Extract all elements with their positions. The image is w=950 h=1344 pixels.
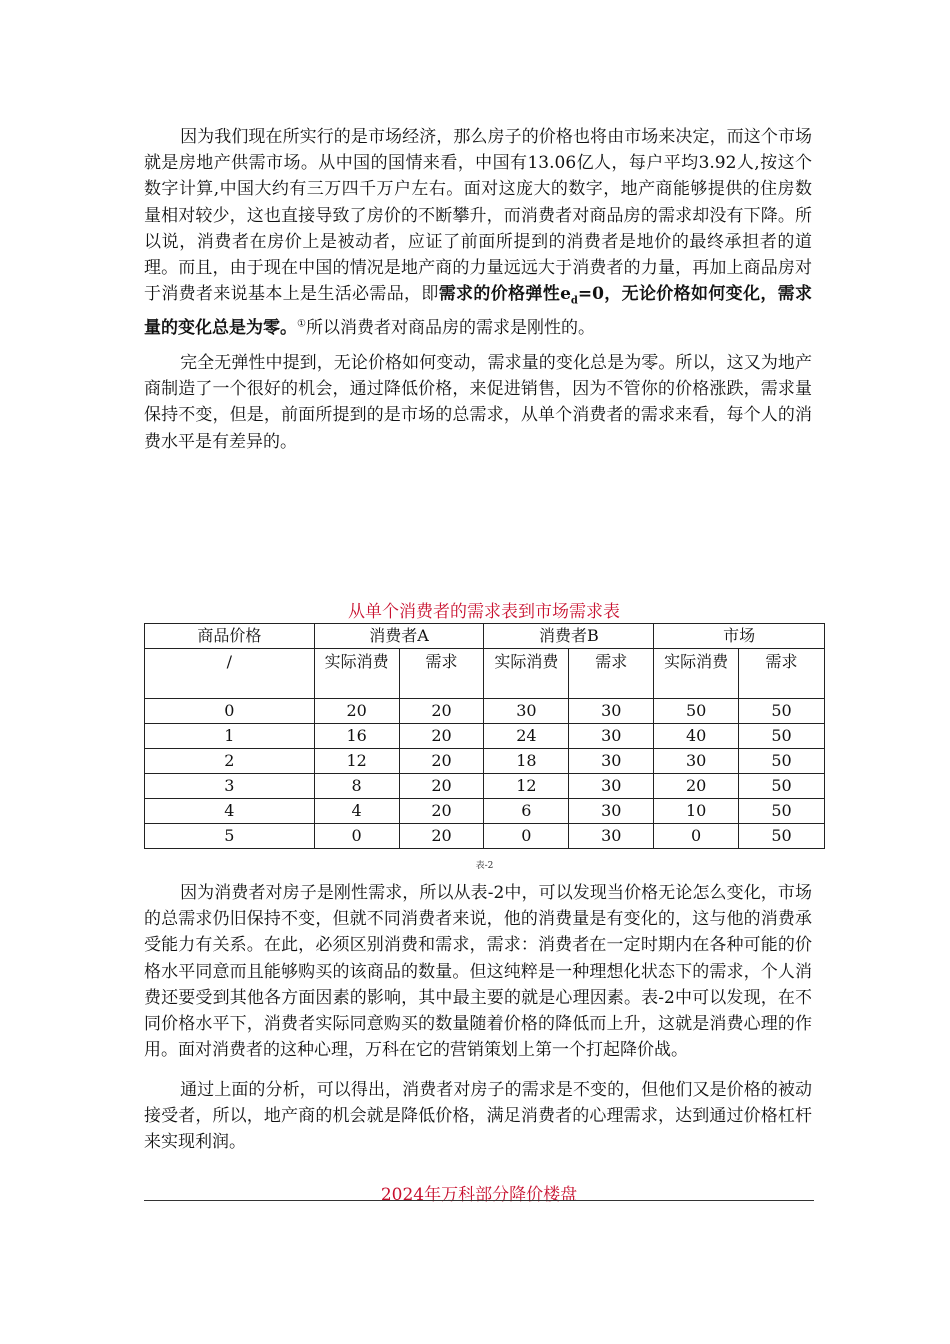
table-cell: 30 bbox=[569, 824, 654, 849]
table-cell: 12 bbox=[314, 749, 399, 774]
table-cell: 2 bbox=[145, 749, 315, 774]
table-cell: 50 bbox=[739, 724, 825, 749]
footnote-marker: ① bbox=[297, 318, 306, 330]
table-cell: 50 bbox=[739, 774, 825, 799]
table-header-row bbox=[145, 624, 825, 649]
table-cell: 20 bbox=[399, 774, 484, 799]
table-cell: 30 bbox=[569, 774, 654, 799]
table-cell: 20 bbox=[399, 724, 484, 749]
table-cell: 20 bbox=[399, 824, 484, 849]
table-cell: 12 bbox=[484, 774, 569, 799]
table-cell: 20 bbox=[654, 774, 739, 799]
table-cell: 20 bbox=[399, 699, 484, 724]
table-cell: 50 bbox=[654, 699, 739, 724]
table-cell: 30 bbox=[569, 799, 654, 824]
table-cell: 20 bbox=[399, 749, 484, 774]
table-cell: 1 bbox=[145, 724, 315, 749]
header-consumer-a: 消费者A bbox=[314, 624, 484, 649]
table-cell: 4 bbox=[314, 799, 399, 824]
table-cell: 30 bbox=[654, 749, 739, 774]
subheader-actual: 实际消费 bbox=[314, 649, 399, 699]
table-cell: 0 bbox=[654, 824, 739, 849]
table-cell: 6 bbox=[484, 799, 569, 824]
table-cell: 30 bbox=[569, 749, 654, 774]
table-cell: 3 bbox=[145, 774, 315, 799]
table-row bbox=[145, 749, 825, 774]
header-price-sub: / bbox=[145, 649, 315, 699]
table-cell: 5 bbox=[145, 824, 315, 849]
header-market: 市场 bbox=[654, 624, 825, 649]
table-caption: 表-2 bbox=[475, 861, 494, 871]
divider bbox=[144, 1200, 814, 1201]
table-cell: 0 bbox=[145, 699, 315, 724]
table-cell: 20 bbox=[399, 799, 484, 824]
paragraph-1 bbox=[144, 124, 812, 341]
table-cell: 20 bbox=[314, 699, 399, 724]
para1-text: 因为我们现在所实行的是市场经济，那么房子的价格也将由市场来决定，而这个市场就是房地产供需市场。从中国的国情来看，中国有13.06亿人，每户平均3.92人,按这个数字计算,中国大约有三万四千万户左右。面对这庞大的数字，地产商能够提供的住房数量相对较少，这也直接导致了房价的不断攀升，而消费者对商品房的需求却没有下降。所以说，消费者在房价上是被动者，应证了前面所提到的消费者是地价的最终承担者的道理。而且，由于现在中国的情况是地产商的力量远远大于消费者的力量，再加上商品房对于消费者来说基本上是生活必需品，即 bbox=[144, 127, 812, 305]
table-cell: 50 bbox=[739, 699, 825, 724]
table-cell: 4 bbox=[145, 799, 315, 824]
table-cell: 30 bbox=[484, 699, 569, 724]
table-row bbox=[145, 799, 825, 824]
table-cell: 18 bbox=[484, 749, 569, 774]
table-cell: 30 bbox=[569, 699, 654, 724]
subheader-demand: 需求 bbox=[399, 649, 484, 699]
table-title: 从单个消费者的需求表到市场需求表 bbox=[348, 602, 620, 622]
para1-text-end: 所以消费者对商品房的需求是刚性的。 bbox=[305, 317, 595, 338]
table-cell: 10 bbox=[654, 799, 739, 824]
table-cell: 50 bbox=[739, 799, 825, 824]
table-cell: 50 bbox=[739, 824, 825, 849]
para1-bold-statement: 需求的价格弹性$e_d=0$，无论价格如何变化，需求量的变化总是为零。 bbox=[144, 284, 812, 338]
header-price: 商品价格 bbox=[145, 624, 315, 649]
table-cell: 24 bbox=[484, 724, 569, 749]
subheader-actual: 实际消费 bbox=[484, 649, 569, 699]
paragraph-4: 通过上面的分析，可以得出，消费者对房子的需求是不变的，但他们又是价格的被动接受者，所以，地产商的机会就是降低价格，满足消费者的心理需求，达到通过价格杠杆来实现利润。 bbox=[144, 1080, 812, 1153]
demand-table bbox=[144, 623, 825, 849]
table-subheader-row bbox=[145, 649, 825, 699]
table-row bbox=[145, 724, 825, 749]
table-cell: 8 bbox=[314, 774, 399, 799]
subheader-actual: 实际消费 bbox=[654, 649, 739, 699]
header-consumer-b: 消费者B bbox=[484, 624, 654, 649]
table-row bbox=[145, 824, 825, 849]
paragraph-3: 因为消费者对房子是刚性需求，所以从表-2中，可以发现当价格无论怎么变化，市场的总需求仍旧保持不变，但就不同消费者来说，他的消费量是有变化的，这与他的消费承受能力有关系。在此，必须区别消费和需求，需求：消费者在一定时期内在各种可能的价格水平同意而且能够购买的该商品的数量。但这纯粹是一种理想化状态下的需求，个人消费还要受到其他各方面因素的影响，其中最主要的就是心理因素。表-2中可以发现，在不同价格水平下，消费者实际同意购买的数量随着价格的降低而上升，这就是消费心理的作用。面对消费者的这种心理，万科在它的营销策划上第一个打起降价战。 bbox=[144, 883, 812, 1061]
paragraph-2: 完全无弹性中提到，无论价格如何变动，需求量的变化总是为零。所以，这又为地产商制造了一个很好的机会，通过降低价格，来促进销售，因为不管你的价格涨跌，需求量保持不变，但是，前面所提到的是市场的总需求，从单个消费者的需求来看，每个人的消费水平是有差异的。 bbox=[144, 353, 812, 452]
table-cell: 0 bbox=[314, 824, 399, 849]
table-row bbox=[145, 699, 825, 724]
subheader-demand: 需求 bbox=[739, 649, 825, 699]
section-title: 2024年万科部分降价楼盘 bbox=[380, 1185, 578, 1205]
table-cell: 30 bbox=[569, 724, 654, 749]
table-row bbox=[145, 774, 825, 799]
subheader-demand: 需求 bbox=[569, 649, 654, 699]
table-cell: 16 bbox=[314, 724, 399, 749]
table-cell: 50 bbox=[739, 749, 825, 774]
table-cell: 40 bbox=[654, 724, 739, 749]
table-cell: 0 bbox=[484, 824, 569, 849]
